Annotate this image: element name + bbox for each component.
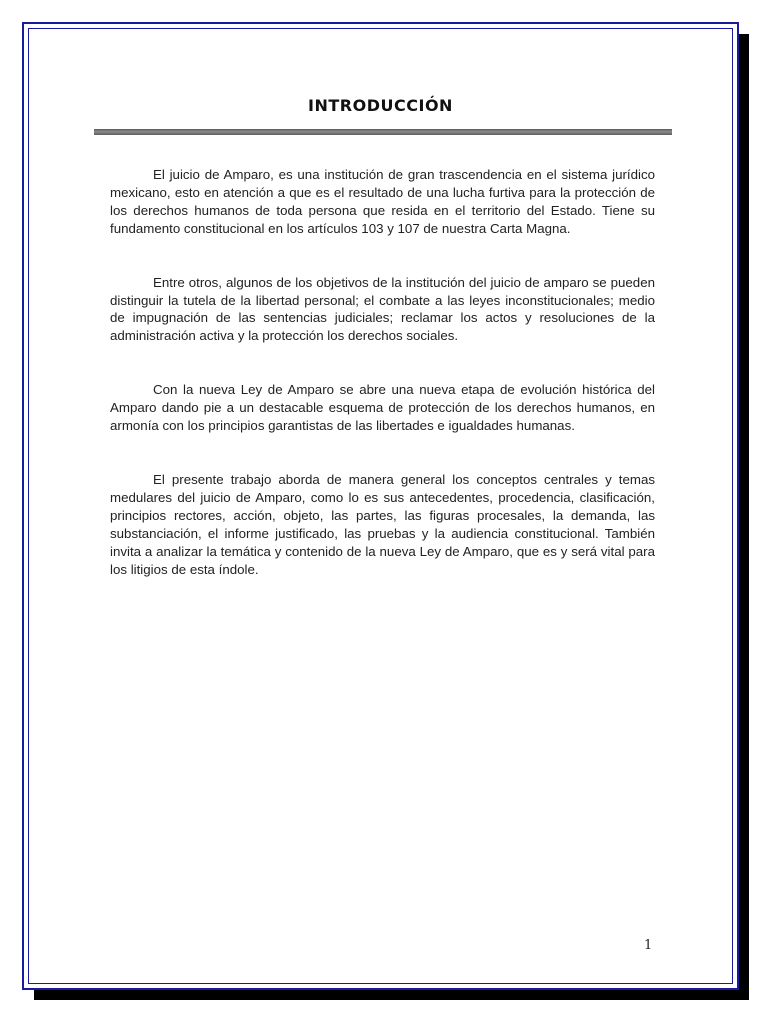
body-text — [110, 166, 655, 614]
page-title: INTRODUCCIÓN — [308, 96, 453, 115]
title-underline-rule — [94, 129, 672, 135]
paragraph-4: El presente trabajo aborda de manera general los conceptos centrales y temas medulares del juicio de Amparo, como lo es sus antecedentes, procedencia, clasificación, principios rectores, acción, objeto, las partes, las figuras procesales, la demanda, las substanciación, el informe justificado, las pruebas y la audiencia constitucional. También invita a analizar la temática y contenido de la nueva Ley de Amparo, que es y será vital para los litigios de esta índole. — [110, 471, 655, 577]
page-border — [22, 22, 739, 990]
paragraph-2: Entre otros, algunos de los objetivos de la institución del juicio de amparo se pueden distinguir la tutela de la libertad personal; el combate a las leyes inconstitucionales; medio de impugnación de las sentencias judiciales; reclamar los actos y resoluciones de la administración activa y la protección los derechos sociales. — [110, 274, 655, 344]
paragraph-1: El juicio de Amparo, es una institución de gran trascendencia en el sistema jurídico mexicano, esto en atención a que es el resultado de una lucha furtiva para la protección de los derechos humanos de toda persona que resida en el territorio del Estado. Tiene su fundamento constitucional en los artículos 103 y 107 de nuestra Carta Magna. — [110, 167, 655, 236]
paragraph-3: Con la nueva Ley de Amparo se abre una nueva etapa de evolución histórica del Amparo dando pie a un destacable esquema de protección de los derechos humanos, en armonía con los principios garantistas de las libertades e igualdades humanas. — [110, 382, 655, 434]
page-number: 1 — [644, 938, 653, 953]
